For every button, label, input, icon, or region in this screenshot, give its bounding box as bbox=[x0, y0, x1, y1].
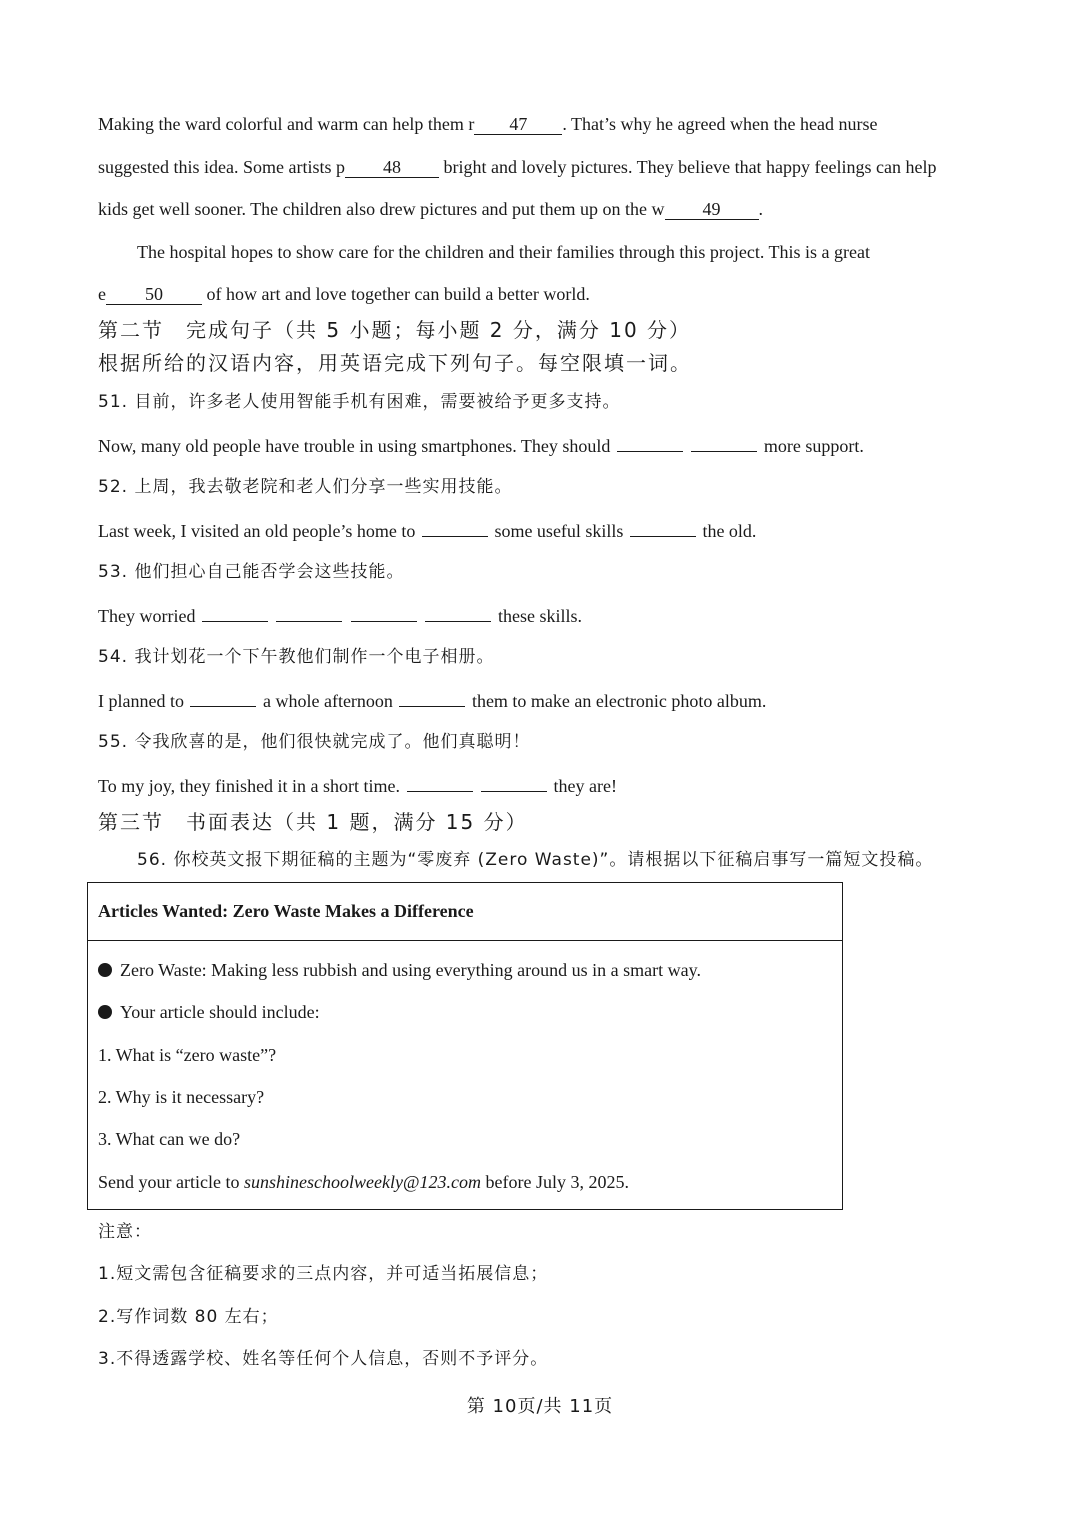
passage-text: bright and lovely pictures. They believe that happy feelings can help bbox=[438, 157, 937, 177]
blank-48: 48 bbox=[345, 157, 439, 178]
passage-text: suggested this idea. Some artists p bbox=[98, 157, 345, 177]
passage-text: kids get well sooner. The children also drew pictures and put them up on the w bbox=[98, 199, 665, 219]
notice-title-row bbox=[88, 883, 842, 941]
question-53-cn: 53. 他们担心自己能否学会这些技能。 bbox=[98, 562, 405, 582]
note-1: 1.短文需包含征稿要求的三点内容，并可适当拓展信息； bbox=[98, 1264, 549, 1284]
passage-line-3 bbox=[98, 197, 763, 221]
passage-text: Making the ward colorful and warm can help them r bbox=[98, 114, 475, 134]
question-54-en: I planned to a whole afternoon them to make an electronic photo album. bbox=[98, 691, 767, 711]
question-54-cn: 54. 我计划花一个下午教他们制作一个电子相册。 bbox=[98, 647, 495, 667]
email-link[interactable]: sunshineschoolweekly@123.com bbox=[243, 1172, 481, 1192]
bullet-icon bbox=[98, 963, 112, 977]
section3-heading: 第三节 书面表达（共 1 题，满分 15 分） bbox=[98, 810, 528, 834]
question-55-en: To my joy, they finished it in a short time. they are! bbox=[98, 776, 618, 796]
note-3: 3.不得透露学校、姓名等任何个人信息，否则不予评分。 bbox=[98, 1349, 549, 1369]
notice-bullet-2: Your article should include: bbox=[98, 1000, 320, 1024]
answer-blank[interactable] bbox=[617, 435, 683, 452]
bullet-icon bbox=[98, 1005, 112, 1019]
passage-line-5 bbox=[98, 282, 590, 306]
passage-line-1 bbox=[98, 112, 877, 136]
question-52-en: Last week, I visited an old people’s home to some useful skills the old. bbox=[98, 521, 757, 541]
notice-bullet-1: Zero Waste: Making less rubbish and using everything around us in a smart way. bbox=[98, 958, 701, 982]
answer-blank[interactable] bbox=[422, 520, 488, 537]
passage-line-4: The hospital hopes to show care for the children and their families through this project. This is a great bbox=[137, 242, 870, 262]
notice-item-2: 2. Why is it necessary? bbox=[98, 1087, 265, 1107]
question-52-cn: 52. 上周，我去敬老院和老人们分享一些实用技能。 bbox=[98, 477, 513, 497]
section2-heading: 第二节 完成句子（共 5 小题；每小题 2 分，满分 10 分） bbox=[98, 318, 692, 342]
answer-blank[interactable] bbox=[351, 605, 417, 622]
notice-box bbox=[87, 882, 843, 1210]
notes-label: 注意： bbox=[98, 1222, 152, 1242]
page-footer: 第 10页/共 11页 bbox=[466, 1396, 614, 1417]
answer-blank[interactable] bbox=[630, 520, 696, 537]
answer-blank[interactable] bbox=[399, 690, 465, 707]
passage-text: . That’s why he agreed when the head nurse bbox=[562, 114, 878, 134]
answer-blank[interactable] bbox=[481, 775, 547, 792]
passage-text: . bbox=[758, 199, 764, 219]
answer-blank[interactable] bbox=[691, 435, 757, 452]
answer-blank[interactable] bbox=[425, 605, 491, 622]
notice-item-3: 3. What can we do? bbox=[98, 1129, 241, 1149]
answer-blank[interactable] bbox=[407, 775, 473, 792]
section3-prompt: 56. 你校英文报下期征稿的主题为“零废弃 (Zero Waste)”。请根据以下征稿启事写一篇短文投稿。 bbox=[137, 850, 934, 870]
section2-instruction: 根据所给的汉语内容，用英语完成下列句子。每空限填一词。 bbox=[98, 351, 692, 375]
notice-title: Articles Wanted: Zero Waste Makes a Difference bbox=[98, 901, 474, 921]
notice-item-1: 1. What is “zero waste”? bbox=[98, 1045, 277, 1065]
question-55-cn: 55. 令我欣喜的是，他们很快就完成了。他们真聪明！ bbox=[98, 732, 531, 752]
note-2: 2.写作词数 80 左右； bbox=[98, 1307, 279, 1327]
question-51-cn: 51. 目前，许多老人使用智能手机有困难，需要被给予更多支持。 bbox=[98, 392, 621, 412]
passage-text: e bbox=[98, 284, 106, 304]
question-51-en: Now, many old people have trouble in using smartphones. They should more support. bbox=[98, 436, 864, 456]
question-53-en: They worried these skills. bbox=[98, 606, 582, 626]
answer-blank[interactable] bbox=[276, 605, 342, 622]
answer-blank[interactable] bbox=[190, 690, 256, 707]
passage-line-2 bbox=[98, 155, 937, 179]
notice-send-line: Send your article to sunshineschoolweekly@123.com before July 3, 2025. bbox=[98, 1172, 629, 1192]
answer-blank[interactable] bbox=[202, 605, 268, 622]
blank-47: 47 bbox=[474, 114, 562, 135]
blank-49: 49 bbox=[665, 199, 759, 220]
passage-text: of how art and love together can build a better world. bbox=[202, 284, 590, 304]
blank-50: 50 bbox=[106, 284, 202, 305]
